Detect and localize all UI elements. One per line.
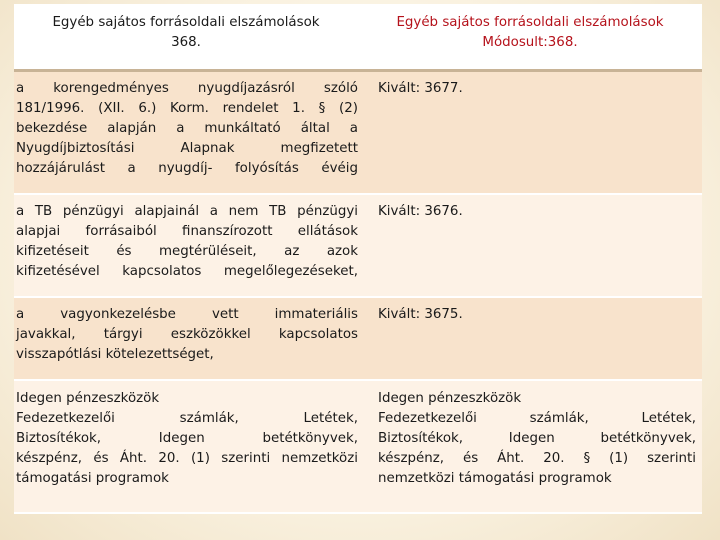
header-left-line: 368. (171, 35, 201, 50)
header-right-line: Módosult:368. (482, 35, 578, 50)
row-text-line: kifizetéseit és megtérüléseit, az azok (16, 244, 358, 259)
table-header-row (14, 4, 702, 71)
row-text-line: a korengedményes nyugdíjazásról szóló (16, 81, 358, 96)
row-text-line: Fedezetkezelői számlák, Letétek, (378, 411, 696, 426)
header-right-line: Egyéb sajátos forrásoldali elszámolások (396, 15, 664, 30)
row-right-cell: Kivált: 3676. (364, 194, 702, 297)
table-row (14, 194, 702, 297)
row-left-cell (14, 380, 364, 513)
row-text-line: készpénz, és Áht. 20. § (1) szerinti (378, 451, 696, 466)
header-right-cell (364, 4, 702, 71)
row-text-line: visszapótlási kötelezettséget, (16, 347, 214, 362)
header-left-line: Egyéb sajátos forrásoldali elszámolások (52, 15, 320, 30)
row-text-line: hozzájárulást a nyugdíj- folyósítás évéig (16, 161, 358, 176)
row-text-line: Nyugdíjbiztosítási Alapnak megfizetett (16, 141, 358, 156)
row-right-cell: Kivált: 3677. (364, 71, 702, 195)
comparison-table (14, 4, 702, 514)
table-row (14, 297, 702, 380)
row-text-line: kifizetésével kapcsolatos megelőlegezéseket, (16, 264, 358, 279)
row-text-line: Idegen pénzeszközök (16, 391, 160, 406)
row-text-line: Biztosítékok, Idegen betétkönyvek, (16, 431, 358, 446)
row-text-line: Idegen pénzeszközök (378, 391, 522, 406)
row-text-line: bekezdése alapján a munkáltató által a (16, 121, 358, 136)
row-left-cell (14, 71, 364, 195)
row-right-cell: Kivált: 3675. (364, 297, 702, 380)
row-text-line: Biztosítékok, Idegen betétkönyvek, (378, 431, 696, 446)
row-right-cell (364, 380, 702, 513)
row-text-line: a vagyonkezelésbe vett immateriális (16, 307, 358, 322)
row-text-line: Fedezetkezelői számlák, Letétek, (16, 411, 358, 426)
row-text-line: javakkal, tárgyi eszközökkel kapcsolatos (16, 327, 358, 342)
row-text-line: támogatási programok (16, 471, 169, 486)
row-text-line: nemzetközi támogatási programok (378, 471, 612, 486)
row-text-line: készpénz, és Áht. 20. (1) szerinti nemzetközi (16, 451, 358, 466)
row-text-line: a TB pénzügyi alapjainál a nem TB pénzügyi (16, 204, 358, 219)
row-text-line: alapjai forrásaiból finanszírozott ellátások (16, 224, 358, 239)
table-row (14, 380, 702, 513)
row-text-line: 181/1996. (XII. 6.) Korm. rendelet 1. § (2) (16, 101, 358, 116)
header-left-cell (14, 4, 364, 71)
table-row (14, 71, 702, 195)
row-left-cell (14, 194, 364, 297)
row-left-cell (14, 297, 364, 380)
